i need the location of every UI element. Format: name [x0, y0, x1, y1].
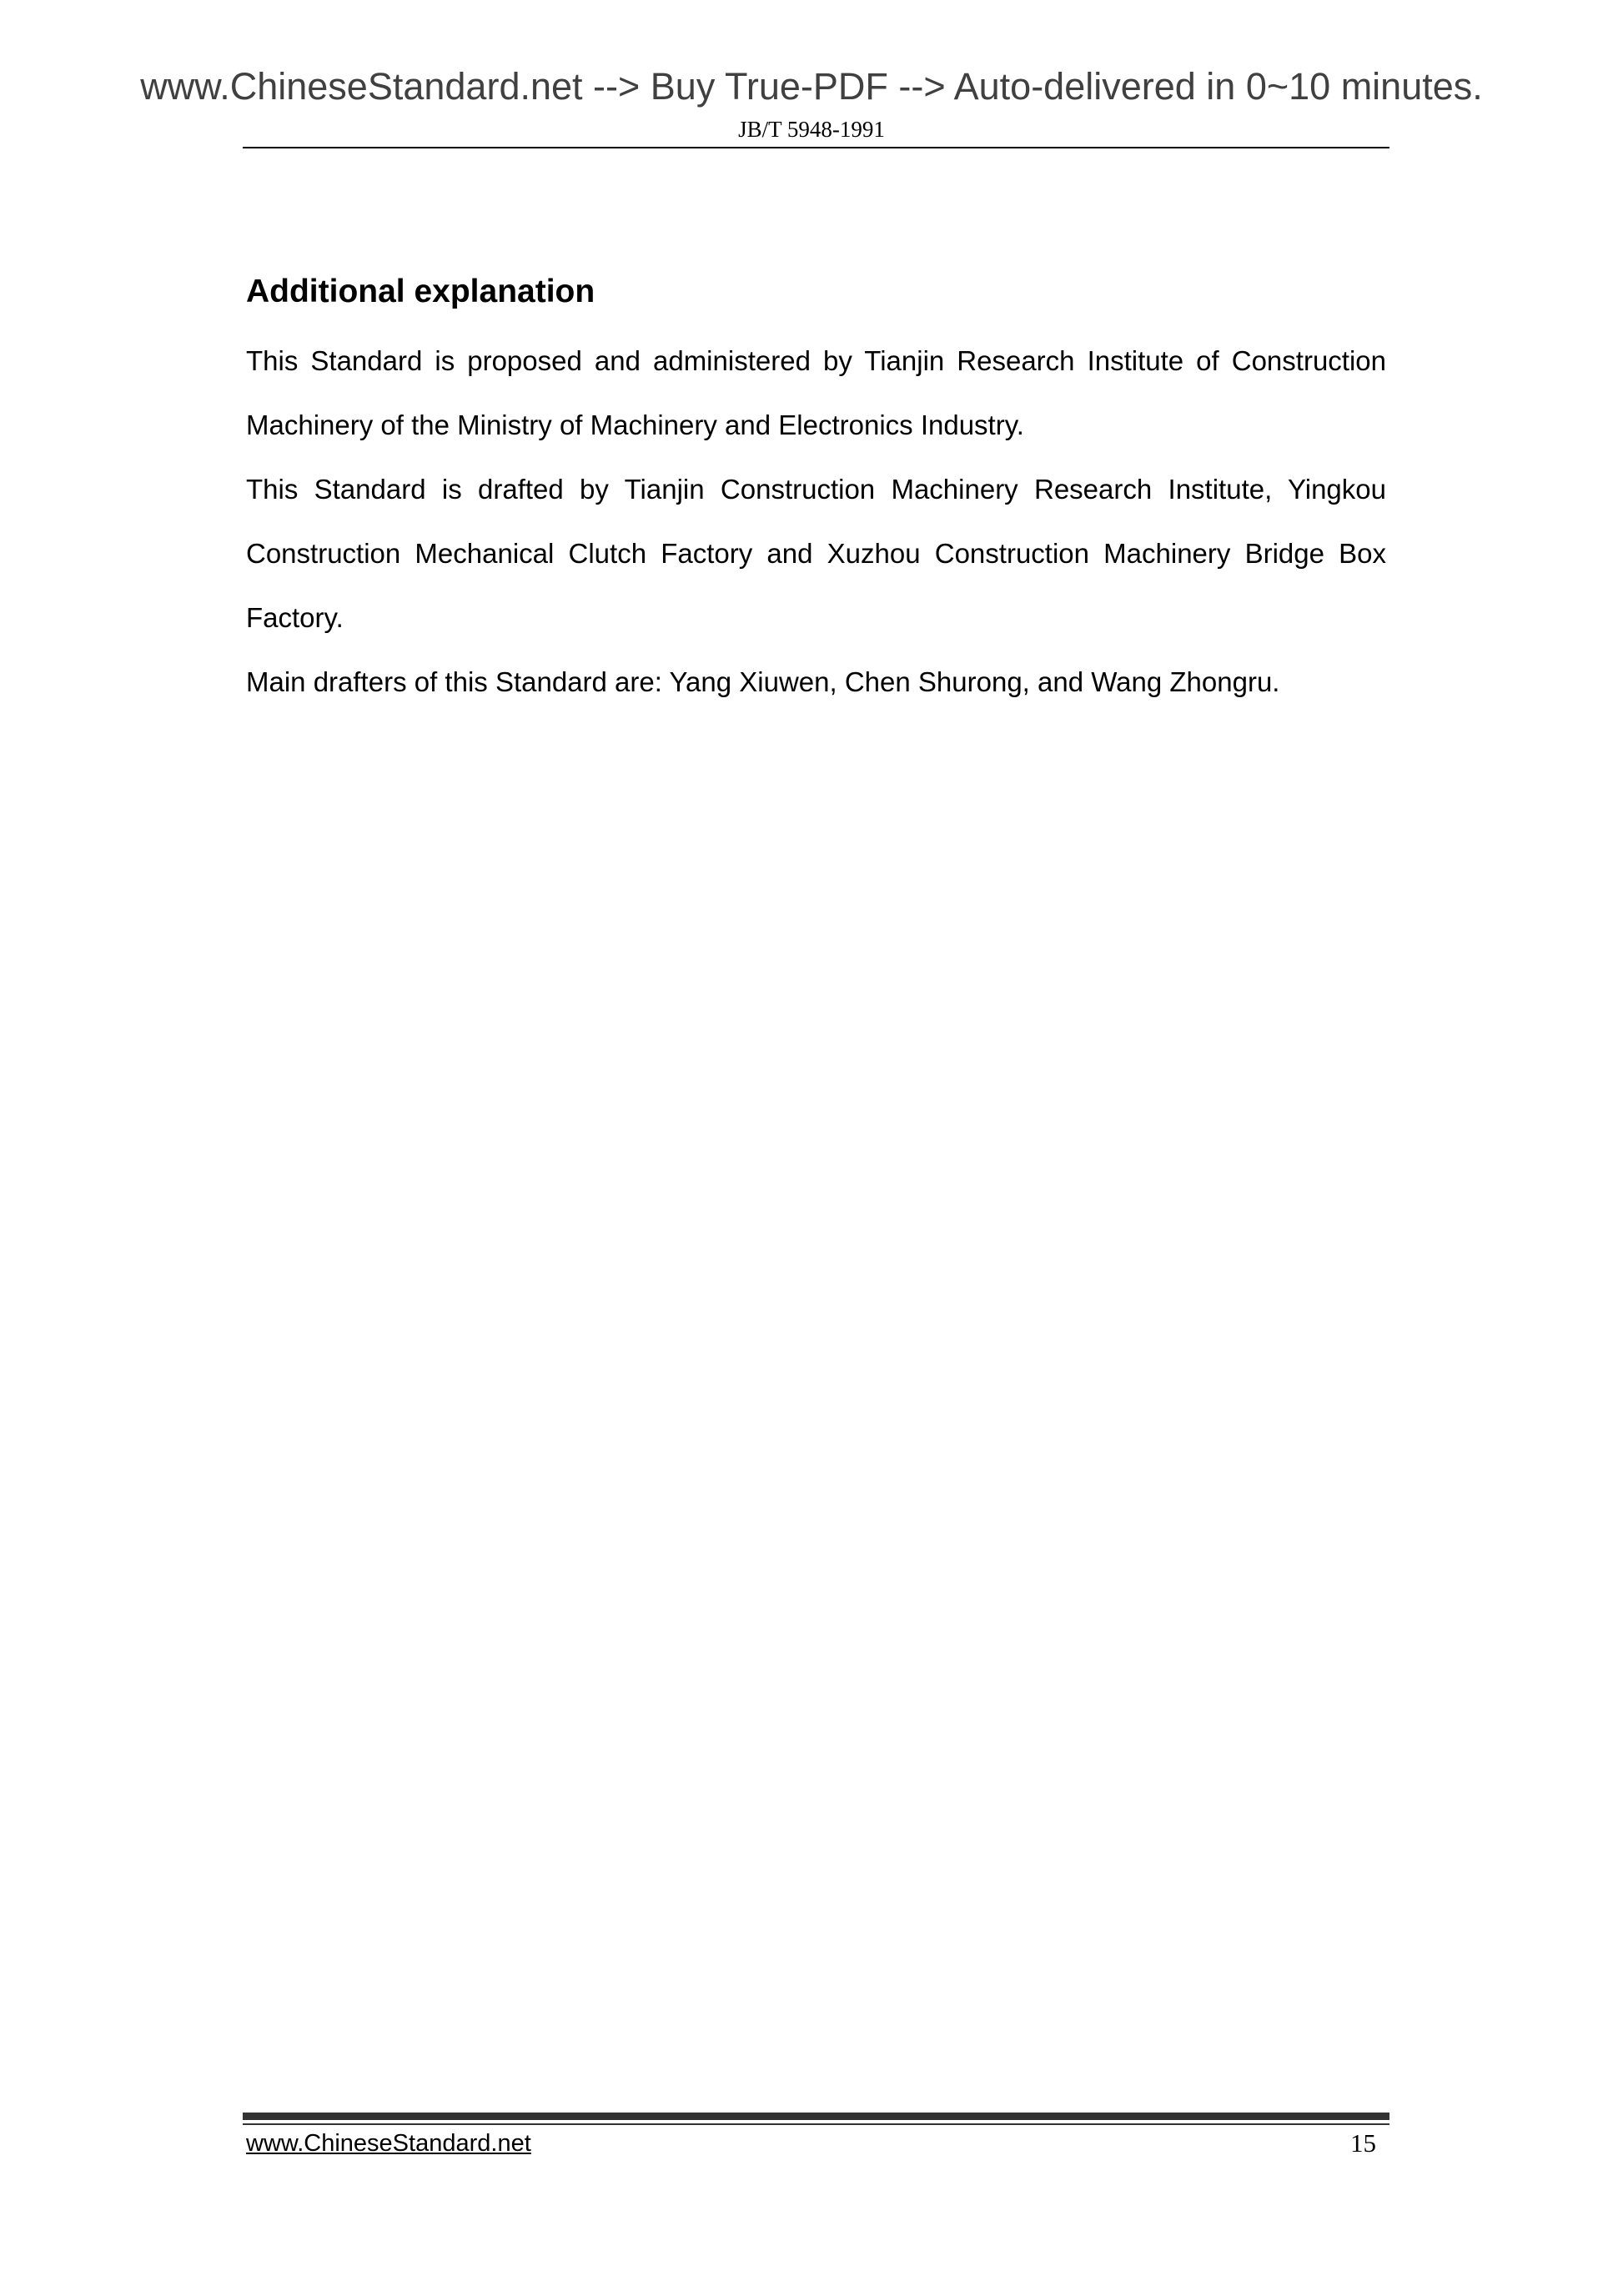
standard-code: JB/T 5948-1991 [738, 117, 885, 142]
page-number: 15 [1350, 2128, 1376, 2158]
paragraph-proposed: This Standard is proposed and administered by Tianjin Research Institute of Construction Machinery of the Ministry of Machinery and Electronics Industry. [246, 345, 1386, 440]
footer-divider-thin [243, 2123, 1389, 2125]
footer-website-link[interactable]: www.ChineseStandard.net [246, 2130, 531, 2157]
paragraph-drafted: This Standard is drafted by Tianjin Construction Machinery Research Institute, Yingkou Construction Mechanical Clutch Factory and Xuzhou Construction Machinery Bridge Box Factory. [246, 474, 1386, 633]
document-body [246, 269, 1386, 714]
header-divider [243, 147, 1389, 148]
site-banner: www.ChineseStandard.net --> Buy True-PDF --> Auto-delivered in 0~10 minutes. [140, 65, 1483, 108]
footer-divider-thick [243, 2113, 1389, 2120]
paragraph-drafters: Main drafters of this Standard are: Yang Xiuwen, Chen Shurong, and Wang Zhongru. [246, 666, 1280, 697]
section-heading: Additional explanation [246, 274, 595, 309]
